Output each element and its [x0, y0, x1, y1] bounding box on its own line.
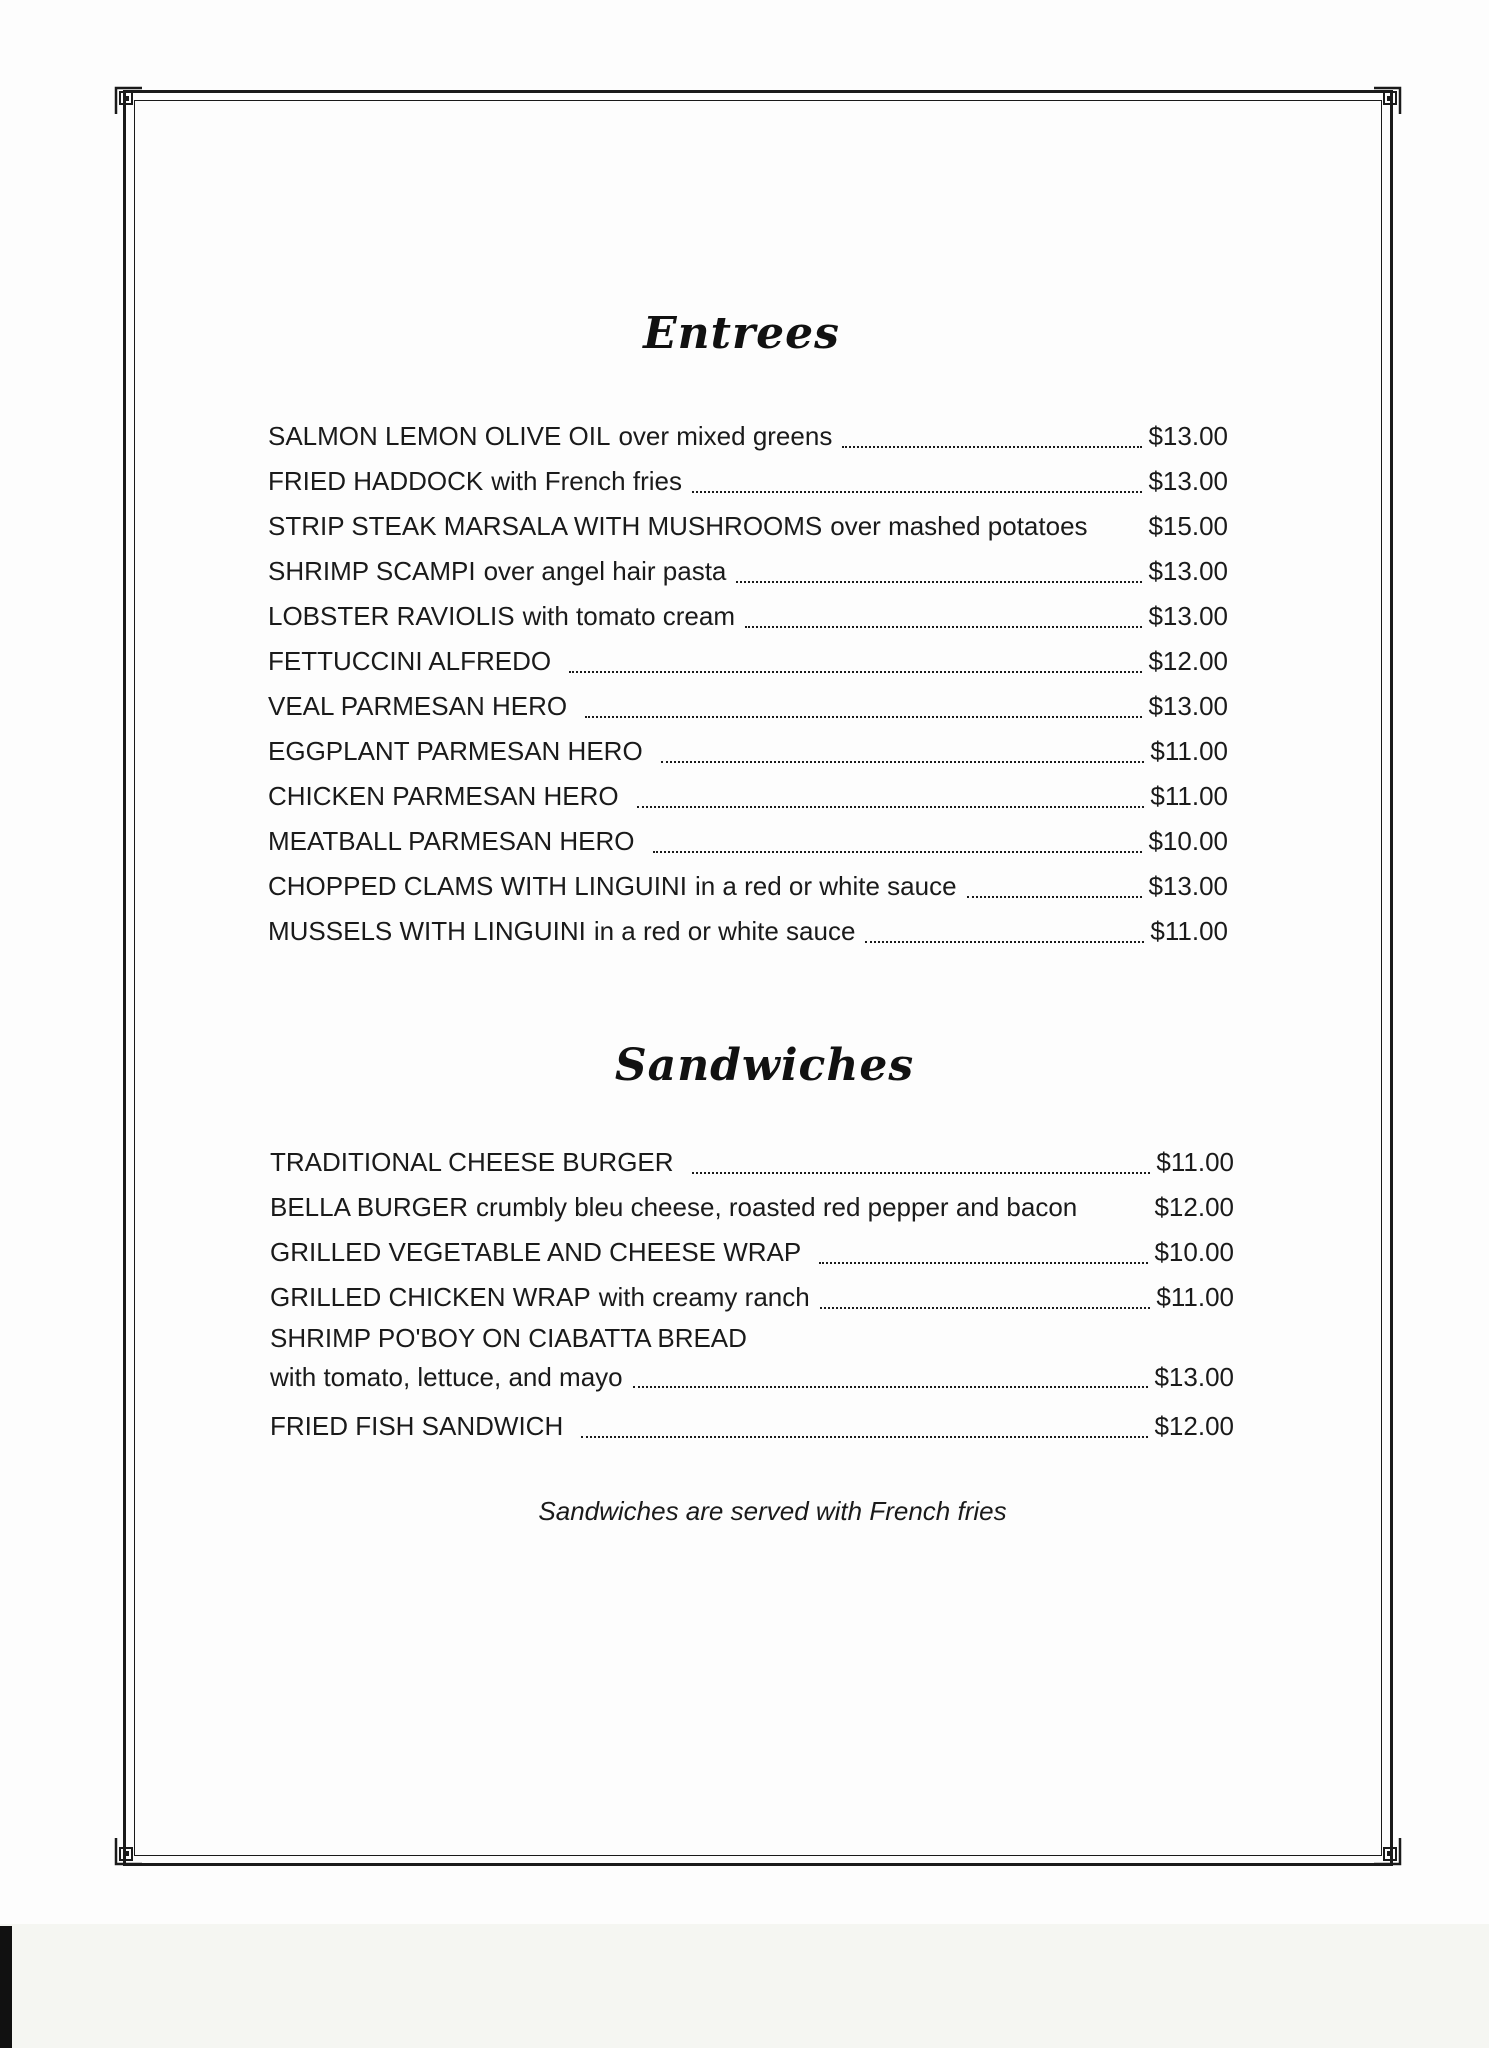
- item-description: with tomato cream: [522, 601, 735, 631]
- menu-item: [268, 504, 1228, 549]
- item-name: TRADITIONAL CHEESE BURGER: [270, 1147, 674, 1177]
- menu-item: [270, 1320, 1234, 1404]
- item-price: $13.00: [1148, 421, 1228, 451]
- item-name: LOBSTER RAVIOLIS: [268, 601, 515, 631]
- dot-leader: [736, 581, 1142, 583]
- item-name: SHRIMP PO'BOY ON CIABATTA BREAD: [270, 1323, 747, 1353]
- menu-item: [268, 729, 1228, 774]
- item-name: STRIP STEAK MARSALA WITH MUSHROOMS: [268, 511, 823, 541]
- menu-item: [268, 864, 1228, 909]
- item-name: FRIED FISH SANDWICH: [270, 1411, 564, 1441]
- corner-ornament-top-left: [114, 86, 144, 116]
- dot-leader: [692, 1172, 1151, 1174]
- item-price: $12.00: [1154, 1192, 1234, 1222]
- item-price: $11.00: [1150, 916, 1228, 946]
- item-name: SHRIMP SCAMPI: [268, 556, 476, 586]
- corner-ornament-bottom-left: [114, 1836, 144, 1866]
- scan-edge-strip: [0, 1926, 12, 2048]
- item-price: $10.00: [1148, 826, 1228, 856]
- item-price: $13.00: [1154, 1362, 1234, 1392]
- item-description: with French fries: [491, 466, 682, 496]
- item-name: CHICKEN PARMESAN HERO: [268, 781, 619, 811]
- item-name: MEATBALL PARMESAN HERO: [268, 826, 635, 856]
- dot-leader: [819, 1262, 1148, 1264]
- item-name: GRILLED VEGETABLE AND CHEESE WRAP: [270, 1237, 802, 1267]
- dot-leader: [569, 671, 1142, 673]
- item-price: $11.00: [1156, 1282, 1234, 1312]
- item-price: $15.00: [1148, 511, 1228, 541]
- item-price: $13.00: [1148, 601, 1228, 631]
- menu-item: [270, 1140, 1234, 1185]
- item-name: MUSSELS WITH LINGUINI: [268, 916, 586, 946]
- dot-leader: [661, 761, 1145, 763]
- dot-leader: [581, 1436, 1148, 1438]
- dot-leader: [692, 491, 1142, 493]
- menu-item: [270, 1404, 1234, 1449]
- item-name: FRIED HADDOCK: [268, 466, 484, 496]
- dot-leader: [865, 941, 1144, 943]
- sandwiches-heading: Sandwiches: [614, 1040, 915, 1091]
- item-name: VEAL PARMESAN HERO: [268, 691, 568, 721]
- menu-border-inner: [134, 100, 1382, 1856]
- item-name: EGGPLANT PARMESAN HERO: [268, 736, 643, 766]
- menu-item: [268, 414, 1228, 459]
- page-bottom-margin: [0, 1924, 1489, 2048]
- dot-leader: [653, 851, 1143, 853]
- menu-item: [268, 549, 1228, 594]
- entrees-list: [268, 414, 1228, 954]
- item-price: $11.00: [1150, 736, 1228, 766]
- corner-ornament-top-right: [1372, 86, 1402, 116]
- item-price: $13.00: [1148, 691, 1228, 721]
- menu-item: [268, 459, 1228, 504]
- menu-item: [268, 594, 1228, 639]
- sandwiches-footnote: Sandwiches are served with French fries: [538, 1496, 1007, 1526]
- item-description: over mixed greens: [618, 421, 833, 451]
- item-price: $11.00: [1156, 1147, 1234, 1177]
- item-price: $12.00: [1154, 1411, 1234, 1441]
- item-price: $11.00: [1150, 781, 1228, 811]
- item-price: $12.00: [1148, 646, 1228, 676]
- entrees-heading: Entrees: [643, 308, 840, 359]
- item-description: over mashed potatoes: [830, 511, 1088, 541]
- sandwiches-list: [270, 1140, 1234, 1449]
- item-name: CHOPPED CLAMS WITH LINGUINI: [268, 871, 687, 901]
- menu-item: [270, 1230, 1234, 1275]
- item-description: in a red or white sauce: [593, 916, 856, 946]
- menu-item: [268, 684, 1228, 729]
- item-name: GRILLED CHICKEN WRAP: [270, 1282, 591, 1312]
- menu-item: [268, 774, 1228, 819]
- dot-leader: [637, 806, 1145, 808]
- item-description: over angel hair pasta: [483, 556, 727, 586]
- item-description: with creamy ranch: [598, 1282, 810, 1312]
- dot-leader: [842, 446, 1142, 448]
- item-price: $13.00: [1148, 871, 1228, 901]
- item-description: crumbly bleu cheese, roasted red pepper and bacon: [475, 1192, 1078, 1222]
- item-description: with tomato, lettuce, and mayo: [270, 1362, 623, 1392]
- item-name: BELLA BURGER: [270, 1192, 468, 1222]
- item-price: $13.00: [1148, 466, 1228, 496]
- dot-leader: [633, 1386, 1149, 1388]
- corner-ornament-bottom-right: [1372, 1836, 1402, 1866]
- item-price: $13.00: [1148, 556, 1228, 586]
- menu-item: [268, 819, 1228, 864]
- dot-leader: [585, 716, 1142, 718]
- menu-item: [270, 1185, 1234, 1230]
- menu-item: [268, 639, 1228, 684]
- item-description: in a red or white sauce: [694, 871, 957, 901]
- item-name: FETTUCCINI ALFREDO: [268, 646, 552, 676]
- item-name: SALMON LEMON OLIVE OIL: [268, 421, 611, 451]
- menu-item: [270, 1275, 1234, 1320]
- menu-item: [268, 909, 1228, 954]
- item-price: $10.00: [1154, 1237, 1234, 1267]
- dot-leader: [745, 626, 1142, 628]
- dot-leader: [967, 896, 1143, 898]
- dot-leader: [820, 1307, 1151, 1309]
